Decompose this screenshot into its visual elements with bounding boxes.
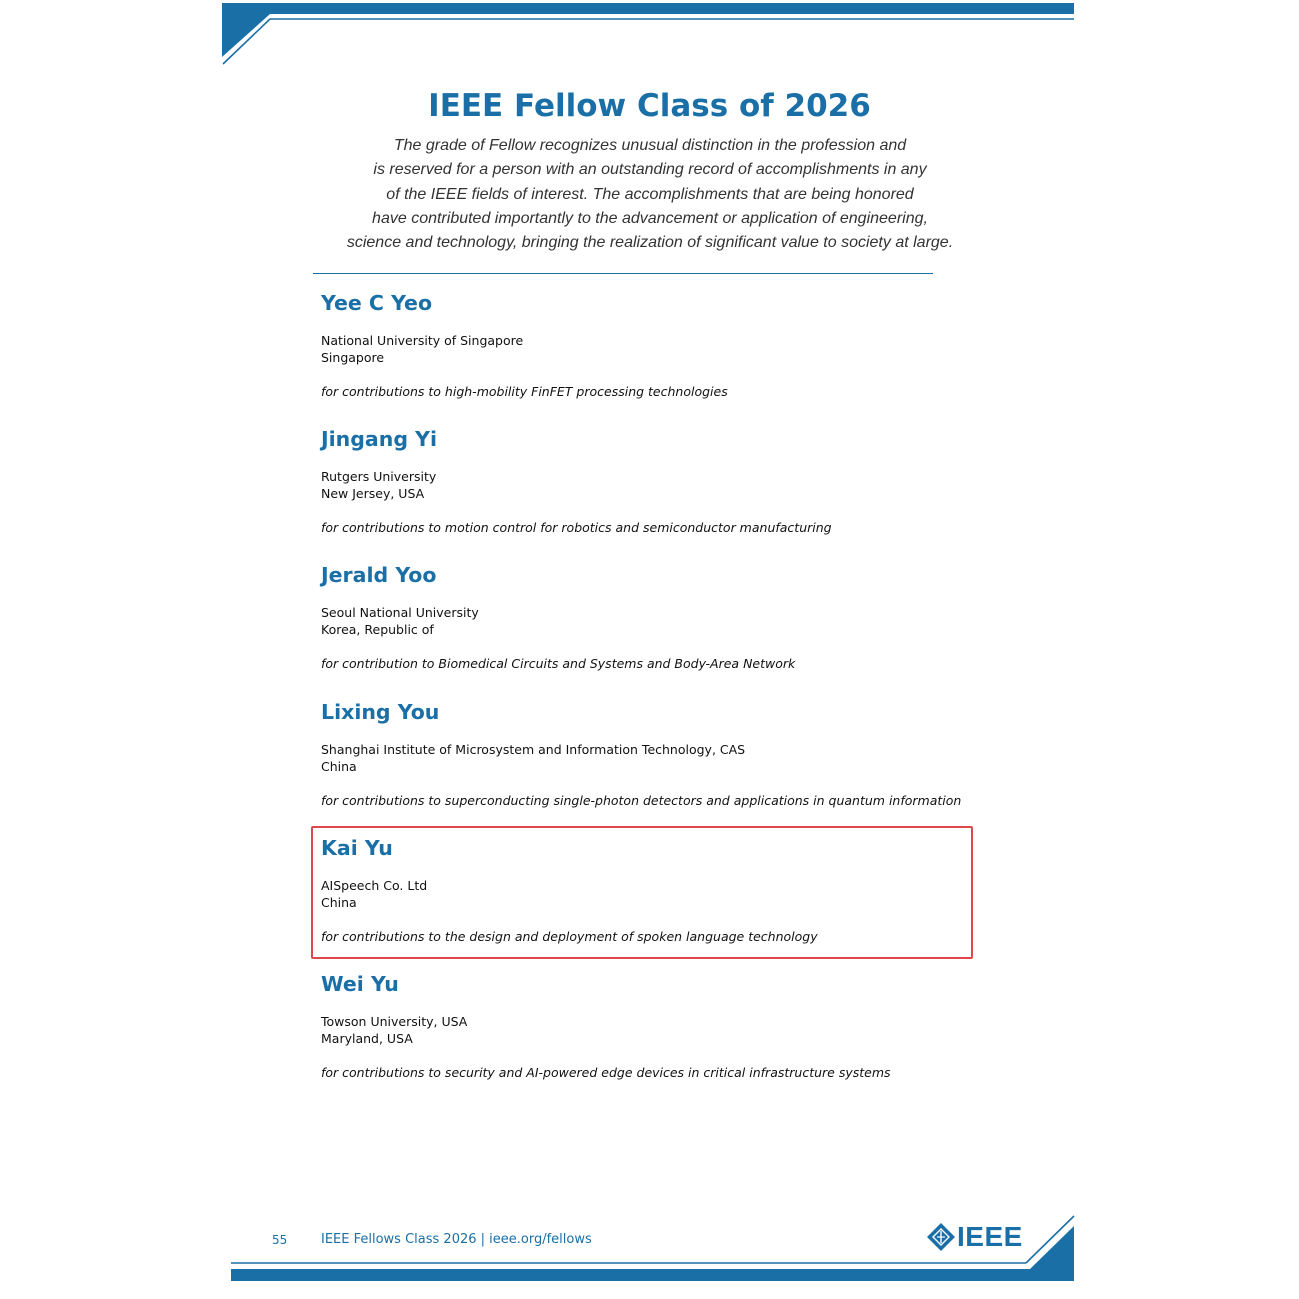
fellow-citation: for contributions to superconducting single-photon detectors and applications in quantum information [321,793,962,808]
intro-line: The grade of Fellow recognizes unusual distinction in the profession and [393,137,907,154]
fellow-affiliation-block [321,332,971,366]
fellow-name: Jingang Yi [321,427,438,451]
fellow-affiliation: Rutgers University [321,469,437,484]
fellow-citation: for contributions to motion control for robotics and semiconductor manufacturing [321,520,832,535]
footer-link-text: IEEE Fellows Class 2026 | ieee.org/fellows [321,1232,592,1247]
ieee-diamond-icon [926,1222,956,1252]
fellow-entry [321,969,971,1081]
fellow-location: Singapore [321,350,385,365]
top-banner [222,3,1074,64]
fellow-name: Kai Yu [321,836,393,860]
intro-line: have contributed importantly to the advancement or application of engineering, [372,209,928,227]
fellow-name: Yee C Yeo [321,291,433,315]
fellow-affiliation: Shanghai Institute of Microsystem and Information Technology, CAS [321,742,746,757]
intro-line: is reserved for a person with an outstanding record of accomplishments in any [373,161,927,179]
fellow-location: New Jersey, USA [321,486,425,501]
fellow-entry [321,424,971,536]
fellow-name: Wei Yu [321,972,399,996]
intro-paragraph [330,134,970,255]
fellow-location: China [321,759,357,774]
fellow-location: Korea, Republic of [321,622,434,637]
fellow-affiliation: Seoul National University [321,605,479,620]
page-number: 55 [272,1233,288,1247]
fellow-entry [321,697,971,809]
fellow-entry [321,560,971,672]
intro-line: of the IEEE fields of interest. The accomplishments that are being honored [386,185,914,203]
fellow-affiliation-block [321,877,971,911]
fellow-name: Jerald Yoo [321,563,437,587]
fellow-citation: for contributions to high-mobility FinFET processing technologies [321,384,728,399]
fellow-citation: for contributions to security and AI-powered edge devices in critical infrastructure systems [321,1065,891,1080]
logo-text: IEEE [957,1221,1023,1252]
fellow-affiliation-block [321,604,971,638]
section-divider [313,273,933,274]
ieee-logo [926,1220,1023,1254]
fellow-affiliation-block [321,741,971,775]
page-title: IEEE Fellow Class of 2026 [428,88,871,124]
fellow-affiliation: Towson University, USA [321,1014,468,1029]
fellow-location: China [321,895,357,910]
intro-line: science and technology, bringing the realization of significant value to society at large. [346,234,954,252]
fellow-citation: for contribution to Biomedical Circuits and Systems and Body-Area Network [321,656,796,671]
fellow-citation: for contributions to the design and deployment of spoken language technology [321,929,818,944]
fellow-affiliation-block [321,468,971,502]
fellow-affiliation: National University of Singapore [321,333,524,348]
fellow-affiliation-block [321,1013,971,1047]
fellow-name: Lixing You [321,700,440,724]
fellow-entry [321,288,971,400]
fellow-location: Maryland, USA [321,1031,413,1046]
fellow-affiliation: AISpeech Co. Ltd [321,878,428,893]
fellow-entry-highlighted [321,833,971,945]
